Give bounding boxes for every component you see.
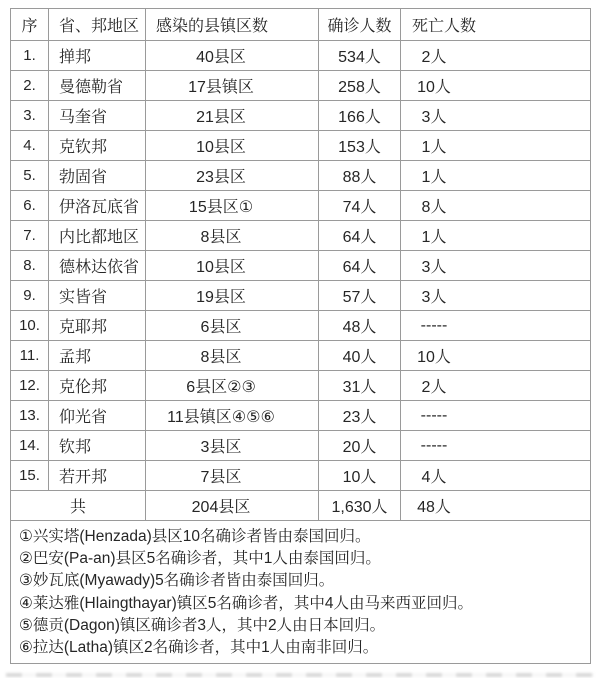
townships-value: 11县镇区④⑤⑥ <box>167 409 275 426</box>
confirmed-cell: 31人 <box>319 371 401 401</box>
deaths-value: ----- <box>420 436 448 454</box>
deaths-cell <box>401 431 591 461</box>
deaths-cell <box>401 41 591 71</box>
deaths-cell <box>401 71 591 101</box>
townships-value: 8县区 <box>200 349 242 366</box>
deaths-value: 3人 <box>421 259 447 276</box>
townships-cell <box>146 191 319 221</box>
townships-value: 3县区 <box>200 439 242 456</box>
table-row <box>11 71 591 101</box>
townships-cell <box>146 161 319 191</box>
region-cell: 勃固省 <box>49 161 146 191</box>
deaths-value: 1人 <box>421 139 447 156</box>
deaths-value: ----- <box>420 406 448 424</box>
townships-cell <box>146 281 319 311</box>
seq-cell: 1. <box>11 41 49 71</box>
deaths-cell <box>401 221 591 251</box>
table-row <box>11 401 591 431</box>
region-cell: 马奎省 <box>49 101 146 131</box>
table-row <box>11 41 591 71</box>
seq-cell: 12. <box>11 371 49 401</box>
townships-value: 19县区 <box>196 289 246 306</box>
confirmed-cell: 88人 <box>319 161 401 191</box>
region-cell: 伊洛瓦底省 <box>49 191 146 221</box>
deaths-value: 2人 <box>421 379 447 396</box>
header-deaths: 死亡人数 <box>401 9 591 41</box>
total-label-cell: 共 <box>11 491 146 521</box>
townships-value: 6县区②③ <box>186 379 256 396</box>
region-cell: 德林达依省 <box>49 251 146 281</box>
townships-value: 23县区 <box>196 169 246 186</box>
townships-cell <box>146 311 319 341</box>
confirmed-cell: 258人 <box>319 71 401 101</box>
region-cell: 孟邦 <box>49 341 146 371</box>
region-cell: 若开邦 <box>49 461 146 491</box>
deaths-value: ----- <box>420 316 448 334</box>
region-cell: 曼德勒省 <box>49 71 146 101</box>
townships-value: 6县区 <box>200 319 242 336</box>
deaths-cell <box>401 401 591 431</box>
total-row <box>11 491 591 521</box>
region-cell: 实皆省 <box>49 281 146 311</box>
townships-value: 15县区① <box>188 199 254 216</box>
townships-cell <box>146 71 319 101</box>
header-region: 省、邦地区 <box>49 9 146 41</box>
deaths-value: 8人 <box>421 199 447 216</box>
deaths-cell <box>401 191 591 221</box>
seq-cell: 8. <box>11 251 49 281</box>
total-deaths-cell <box>401 491 591 521</box>
header-confirmed: 确诊人数 <box>319 9 401 41</box>
footnote-1: ①兴实塔(Henzada)县区10名确诊者皆由泰国回归。 <box>19 528 371 545</box>
seq-cell: 6. <box>11 191 49 221</box>
deaths-value: 1人 <box>421 229 447 246</box>
deaths-value: 4人 <box>421 469 447 486</box>
townships-cell <box>146 221 319 251</box>
confirmed-cell: 534人 <box>319 41 401 71</box>
deaths-cell <box>401 281 591 311</box>
footnote-2: ②巴安(Pa-an)县区5名确诊者，其中1人由泰国回归。 <box>19 550 381 568</box>
deaths-cell <box>401 251 591 281</box>
table-row <box>11 341 591 371</box>
deaths-cell <box>401 131 591 161</box>
seq-cell: 4. <box>11 131 49 161</box>
region-cell: 克钦邦 <box>49 131 146 161</box>
region-cell: 掸邦 <box>49 41 146 71</box>
footnotes-row <box>11 521 591 664</box>
table-row <box>11 461 591 491</box>
townships-cell <box>146 41 319 71</box>
confirmed-cell: 20人 <box>319 431 401 461</box>
deaths-cell <box>401 161 591 191</box>
townships-value: 21县区 <box>196 109 246 126</box>
table-row <box>11 281 591 311</box>
confirmed-cell: 57人 <box>319 281 401 311</box>
seq-cell: 13. <box>11 401 49 431</box>
deaths-cell <box>401 341 591 371</box>
seq-cell: 2. <box>11 71 49 101</box>
townships-cell <box>146 101 319 131</box>
townships-value: 10县区 <box>196 139 246 156</box>
townships-cell <box>146 401 319 431</box>
deaths-value: 3人 <box>421 109 447 126</box>
confirmed-cell: 74人 <box>319 191 401 221</box>
seq-cell: 7. <box>11 221 49 251</box>
confirmed-cell: 153人 <box>319 131 401 161</box>
table-row <box>11 431 591 461</box>
deaths-cell <box>401 101 591 131</box>
confirmed-cell: 40人 <box>319 341 401 371</box>
seq-cell: 14. <box>11 431 49 461</box>
deaths-cell <box>401 311 591 341</box>
table-row <box>11 371 591 401</box>
townships-cell <box>146 251 319 281</box>
townships-value: 40县区 <box>196 49 246 66</box>
table-row <box>11 221 591 251</box>
deaths-value: 1人 <box>421 169 447 186</box>
deaths-cell <box>401 461 591 491</box>
townships-cell <box>146 461 319 491</box>
table-row <box>11 251 591 281</box>
table-row <box>11 311 591 341</box>
deaths-value: 2人 <box>421 49 447 66</box>
townships-value: 8县区 <box>200 229 242 246</box>
townships-value: 7县区 <box>200 469 242 486</box>
header-row <box>11 9 591 41</box>
table-row <box>11 101 591 131</box>
townships-cell <box>146 371 319 401</box>
footnotes-cell <box>11 521 591 664</box>
seq-cell: 15. <box>11 461 49 491</box>
seq-cell: 3. <box>11 101 49 131</box>
seq-cell: 9. <box>11 281 49 311</box>
confirmed-cell: 166人 <box>319 101 401 131</box>
footnote-6: ⑥拉达(Latha)镇区2名确诊者，其中1人由南非回归。 <box>19 639 379 657</box>
deaths-value: 10人 <box>417 79 451 96</box>
deaths-value: 3人 <box>421 289 447 306</box>
cropped-text-artifact <box>6 673 594 677</box>
covid-region-table <box>10 8 591 664</box>
region-cell: 内比都地区 <box>49 221 146 251</box>
confirmed-cell: 10人 <box>319 461 401 491</box>
seq-cell: 11. <box>11 341 49 371</box>
region-cell: 仰光省 <box>49 401 146 431</box>
footnote-3: ③妙瓦底(Myawady)5名确诊者皆由泰国回归。 <box>19 572 335 590</box>
deaths-value: 10人 <box>417 349 451 366</box>
townships-value: 17县镇区 <box>188 79 254 96</box>
header-seq: 序 <box>11 9 49 41</box>
header-townships: 感染的县镇区数 <box>146 9 319 41</box>
footnote-4: ④莱达雅(Hlaingthayar)镇区5名确诊者，其中4人由马来西亚回归。 <box>19 594 473 612</box>
total-deaths-value: 48人 <box>417 499 451 516</box>
region-cell: 克耶邦 <box>49 311 146 341</box>
confirmed-cell: 23人 <box>319 401 401 431</box>
deaths-cell <box>401 371 591 401</box>
seq-cell: 5. <box>11 161 49 191</box>
table-row <box>11 161 591 191</box>
region-cell: 钦邦 <box>49 431 146 461</box>
confirmed-cell: 48人 <box>319 311 401 341</box>
region-cell: 克伦邦 <box>49 371 146 401</box>
table-row <box>11 131 591 161</box>
townships-cell <box>146 131 319 161</box>
footnote-5: ⑤德贡(Dagon)镇区确诊者3人，其中2人由日本回归。 <box>19 616 386 634</box>
total-townships-value: 204县区 <box>191 499 251 516</box>
confirmed-cell: 64人 <box>319 251 401 281</box>
table-row <box>11 191 591 221</box>
townships-value: 10县区 <box>196 259 246 276</box>
seq-cell: 10. <box>11 311 49 341</box>
confirmed-cell: 64人 <box>319 221 401 251</box>
townships-cell <box>146 341 319 371</box>
townships-cell <box>146 431 319 461</box>
total-townships-cell <box>146 491 319 521</box>
total-confirmed-cell: 1,630人 <box>319 491 401 521</box>
